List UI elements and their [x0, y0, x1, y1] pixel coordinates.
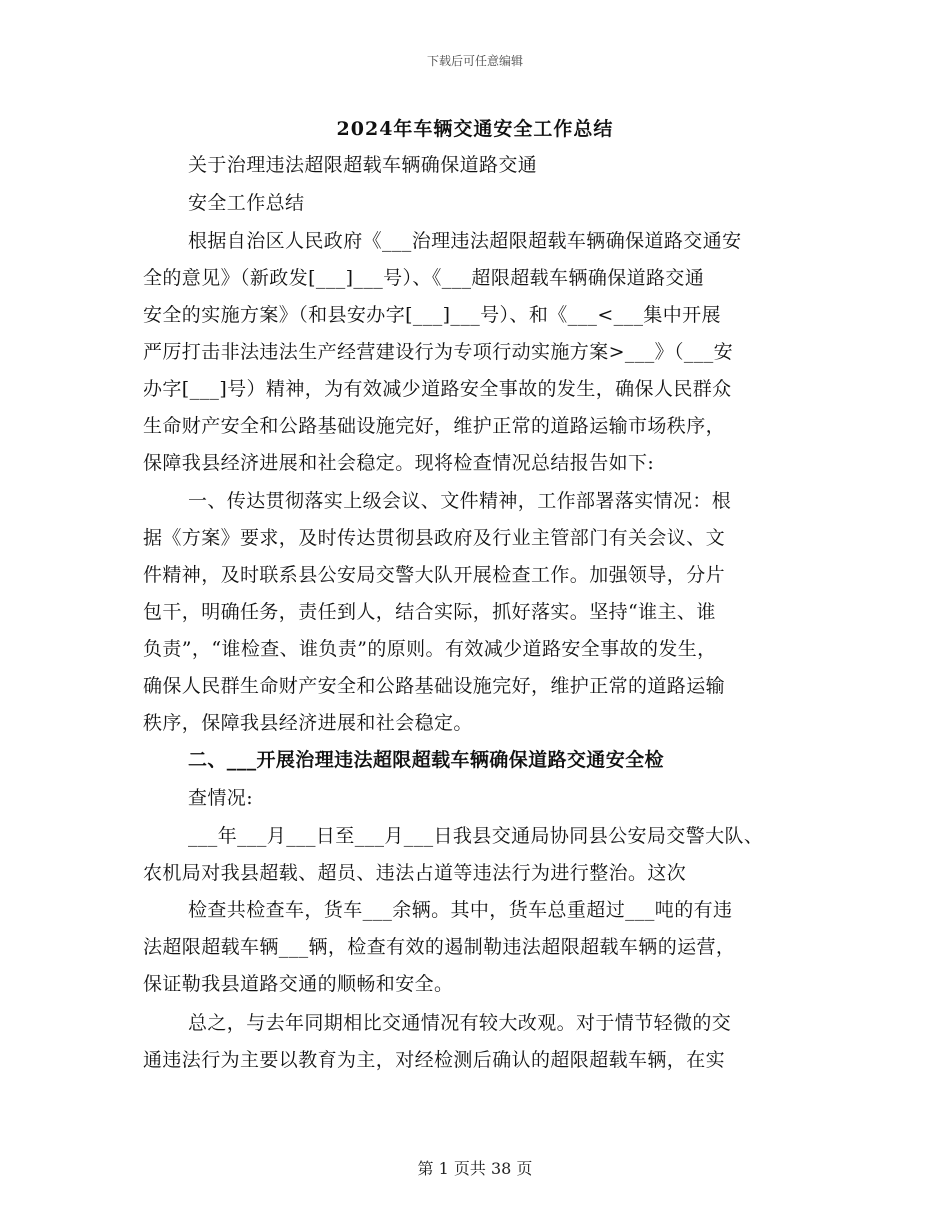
body-line: 法超限超载车辆___辆，检查有效的遏制勒违法超限超载车辆的运营， [143, 936, 736, 958]
body-line: 保证勒我县道路交通的顺畅和安全。 [143, 973, 454, 995]
body-line: 检查共检查车，货车___余辆。其中，货车总重超过___吨的有违 [188, 899, 733, 921]
body-line: 安全的实施方案》（和县安办字[___]___号）、和《___<___集中开展 [143, 304, 721, 326]
body-line: 保障我县经济进展和社会稳定。现将检查情况总结报告如下: [143, 452, 655, 474]
body-line: 据《方案》要求，及时传达贯彻县政府及行业主管部门有关会议、文 [143, 527, 726, 549]
body-line: 件精神，及时联系县公安局交警大队开展检查工作。加强领导，分片 [143, 564, 726, 586]
body-line: 负责”，“谁检查、谁负责”的原则。有效减少道路安全事故的发生， [143, 638, 717, 660]
body-line: 根据自治区人民政府《___治理违法超限超载车辆确保道路交通安 [188, 230, 742, 252]
body-line: 农机局对我县超载、超员、违法占道等违法行为进行整治。这次 [143, 862, 687, 884]
body-line: 秩序，保障我县经济进展和社会稳定。 [143, 712, 473, 734]
section-1-line: 一、传达贯彻落实上级会议、文件精神，工作部署落实情况：根 [188, 490, 732, 512]
body-line: ___年___月___日至___月___日我县交通局协同县公安局交警大队、 [188, 825, 764, 847]
body-line: 包干，明确任务，责任到人，结合实际，抓好落实。坚持“谁主、谁 [143, 601, 716, 623]
section-2-heading-cont: 查情况: [188, 787, 254, 809]
body-line: 办字[___]号）精神，为有效减少道路安全事故的发生，确保人民群众 [143, 378, 732, 400]
summary-line: 总之，与去年同期相比交通情况有较大改观。对于情节轻微的交 [188, 1012, 732, 1034]
subtitle-line-1: 关于治理违法超限超载车辆确保道路交通 [188, 154, 538, 176]
body-line: 生命财产安全和公路基础设施完好，维护正常的道路运输市场秩序， [143, 415, 726, 437]
subtitle-line-2: 安全工作总结 [188, 192, 305, 214]
body-line: 严厉打击非法违法生产经营建设行为专项行动实施方案>___》（___安 [143, 341, 734, 363]
body-line: 确保人民群生命财产安全和公路基础设施完好，维护正常的道路运输 [143, 675, 726, 697]
page-header: 下载后可任意编辑 [426, 54, 523, 68]
summary-line: 通违法行为主要以教育为主，对经检测后确认的超限超载车辆，在实 [143, 1049, 726, 1071]
section-2-heading: 二、___开展治理违法超限超载车辆确保道路交通安全检 [188, 749, 664, 771]
page-footer: 第 1 页共 38 页 [417, 1159, 533, 1178]
body-line: 全的意见》（新政发[___]___号）、《___超限超载车辆确保道路交通 [143, 267, 705, 289]
document-title: 2024年车辆交通安全工作总结 [336, 118, 614, 140]
